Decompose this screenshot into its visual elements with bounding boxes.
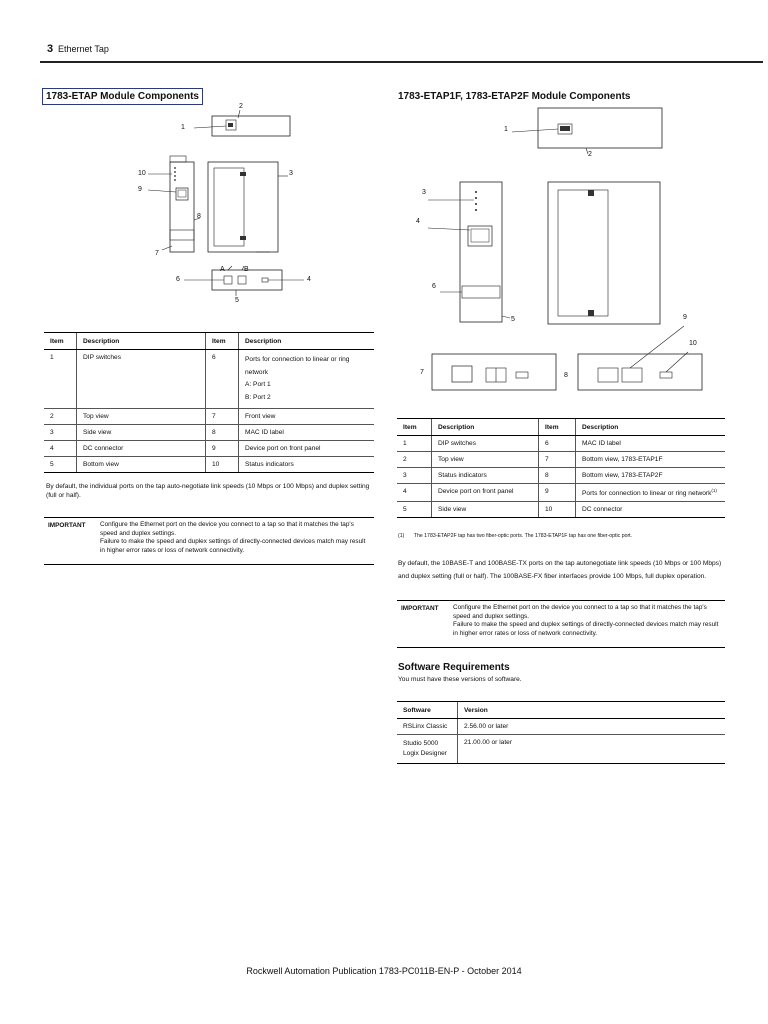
table-cell: 1: [44, 350, 77, 409]
callout-6: 6: [432, 283, 436, 290]
table-cell: DIP switches: [77, 350, 206, 409]
etap-fiber-components-figure: [398, 104, 718, 396]
callout-8: 8: [564, 372, 568, 379]
table-header: Description: [239, 333, 375, 350]
table-cell: 5: [397, 502, 432, 518]
table-row: [44, 350, 374, 409]
table-cell: 2: [397, 452, 432, 468]
callout-3: 3: [422, 189, 426, 196]
publication-footer: Rockwell Automation Publication 1783-PC011B-EN-P - October 2014: [246, 966, 522, 976]
table-header: Item: [539, 419, 576, 436]
table-cell-line: Ports for connection to linear or ring network: [245, 356, 350, 376]
important-text: Failure to make the speed and duplex settings of directly-connected devices match may result in higher error rates or loss of network connectivity.: [453, 621, 719, 637]
table-header: Software: [397, 702, 458, 719]
callout-7: 7: [155, 250, 159, 257]
label-port-b: B: [244, 266, 249, 273]
table-cell: 5: [44, 457, 77, 473]
table-cell: 2: [44, 409, 77, 425]
footnote-ref: (1): [711, 488, 717, 493]
table-cell: Studio 5000 Logix Designer: [397, 735, 458, 764]
table-row: [397, 735, 725, 764]
table-row: [44, 425, 374, 441]
right-components-table: [397, 418, 725, 518]
table-cell: Bottom view, 1783-ETAP2F: [576, 468, 726, 484]
table-cell: DC connector: [77, 441, 206, 457]
callout-9: 9: [138, 186, 142, 193]
table-cell-line: B: Port 2: [245, 393, 271, 401]
table-cell: Top view: [432, 452, 539, 468]
table-header: Version: [458, 702, 726, 719]
table-cell: 21.00.00 or later: [458, 735, 726, 764]
table-cell: Status indicators: [432, 468, 539, 484]
footnote-mark: (1): [398, 533, 405, 539]
table-cell: 8: [539, 468, 576, 484]
table-row: [397, 436, 725, 452]
table-cell: Bottom view: [77, 457, 206, 473]
table-cell: MAC ID label: [239, 425, 375, 441]
software-intro: You must have these versions of software.: [398, 676, 522, 683]
table-cell: 7: [206, 409, 239, 425]
callout-9: 9: [683, 314, 687, 321]
left-paragraph: By default, the individual ports on the tap auto-negotiate link speeds (10 Mbps or 100 Mbps) and duplex setting (full or half).: [46, 483, 370, 499]
callout-5: 5: [235, 297, 239, 304]
table-cell: 3: [44, 425, 77, 441]
table-header: Description: [432, 419, 539, 436]
table-cell: 10: [206, 457, 239, 473]
callout-2: 2: [588, 151, 592, 158]
table-cell: Side view: [432, 502, 539, 518]
callout-10: 10: [689, 340, 697, 347]
callout-1: 1: [504, 126, 508, 133]
table-header: Description: [77, 333, 206, 350]
table-cell: 10: [539, 502, 576, 518]
table-cell: 4: [397, 484, 432, 502]
table-header: Item: [206, 333, 239, 350]
table-cell: 3: [397, 468, 432, 484]
table-cell: DIP switches: [432, 436, 539, 452]
table-row: [397, 719, 725, 735]
table-cell: Device port on front panel: [432, 484, 539, 502]
table-cell: DC connector: [576, 502, 726, 518]
important-label: IMPORTANT: [401, 605, 439, 612]
table-footnote: [398, 533, 632, 539]
table-header: Item: [397, 419, 432, 436]
table-cell-line: A: Port 1: [245, 381, 271, 388]
header-rule: [40, 61, 763, 63]
table-header: Item: [44, 333, 77, 350]
callout-6: 6: [176, 276, 180, 283]
callout-2: 2: [239, 103, 243, 110]
table-row: [44, 441, 374, 457]
table-row: [397, 468, 725, 484]
page-number: 3: [47, 43, 54, 55]
software-requirements-title: Software Requirements: [398, 662, 510, 673]
table-cell: 7: [539, 452, 576, 468]
software-table: [397, 701, 725, 764]
left-important-note: [44, 517, 374, 565]
right-section-title: 1783-ETAP1F, 1783-ETAP2F Module Components: [398, 91, 631, 102]
right-paragraph: By default, the 10BASE-T and 100BASE-TX ports on the tap autonegotiate link speeds (10 Mbps or 100 Mbps) and duplex setting (full or half). The 100BASE-FX fiber interfaces provide 100 Mbps, full duplex operation.: [398, 560, 722, 580]
important-text: Failure to make the speed and duplex settings of directly-connected devices match may result in higher error rates or loss of network connectivity.: [100, 538, 366, 554]
table-cell-text: Ports for connection to linear or ring network: [582, 490, 712, 498]
table-row: [44, 409, 374, 425]
table-cell: 2.56.00 or later: [458, 719, 726, 735]
left-components-table: [44, 332, 374, 473]
table-row: [397, 484, 725, 502]
table-cell: [576, 484, 726, 502]
callout-4: 4: [307, 276, 311, 283]
table-cell: Front view: [239, 409, 375, 425]
table-cell: RSLinx Classic: [397, 719, 458, 735]
running-header-title: Ethernet Tap: [58, 44, 109, 54]
table-row: [44, 457, 374, 473]
table-row: [397, 452, 725, 468]
table-cell: [239, 350, 375, 409]
table-cell: Bottom view, 1783-ETAP1F: [576, 452, 726, 468]
callout-3: 3: [289, 170, 293, 177]
etap-components-figure: [120, 100, 350, 310]
table-cell: 6: [539, 436, 576, 452]
important-label: IMPORTANT: [48, 522, 86, 529]
callout-4: 4: [416, 218, 420, 225]
table-cell: Status indicators: [239, 457, 375, 473]
footnote-text: The 1783-ETAP2F tap has two fiber-optic ports. The 1783-ETAP1F tap has one fiber-optic port.: [413, 533, 633, 539]
callout-8: 8: [197, 213, 201, 220]
table-cell: 9: [539, 484, 576, 502]
left-section-title: 1783-ETAP Module Components: [42, 88, 203, 105]
table-cell: MAC ID label: [576, 436, 726, 452]
important-text: Configure the Ethernet port on the device you connect to a tap so that it matches the tap's speed and duplex settings.: [100, 521, 354, 537]
table-cell: 1: [397, 436, 432, 452]
callout-10: 10: [138, 170, 146, 177]
table-cell: 9: [206, 441, 239, 457]
table-cell: Top view: [77, 409, 206, 425]
table-row: [397, 502, 725, 518]
label-port-a: A: [220, 266, 225, 273]
callout-5: 5: [511, 316, 515, 323]
callout-7: 7: [420, 369, 424, 376]
table-cell: 4: [44, 441, 77, 457]
table-cell: Side view: [77, 425, 206, 441]
right-important-note: [397, 600, 725, 648]
table-cell: 8: [206, 425, 239, 441]
table-header: Description: [576, 419, 726, 436]
important-text: Configure the Ethernet port on the device you connect to a tap so that it matches the tap's speed and duplex settings.: [453, 604, 707, 620]
callout-1: 1: [181, 124, 185, 131]
table-cell: Device port on front panel: [239, 441, 375, 457]
table-cell: 6: [206, 350, 239, 409]
